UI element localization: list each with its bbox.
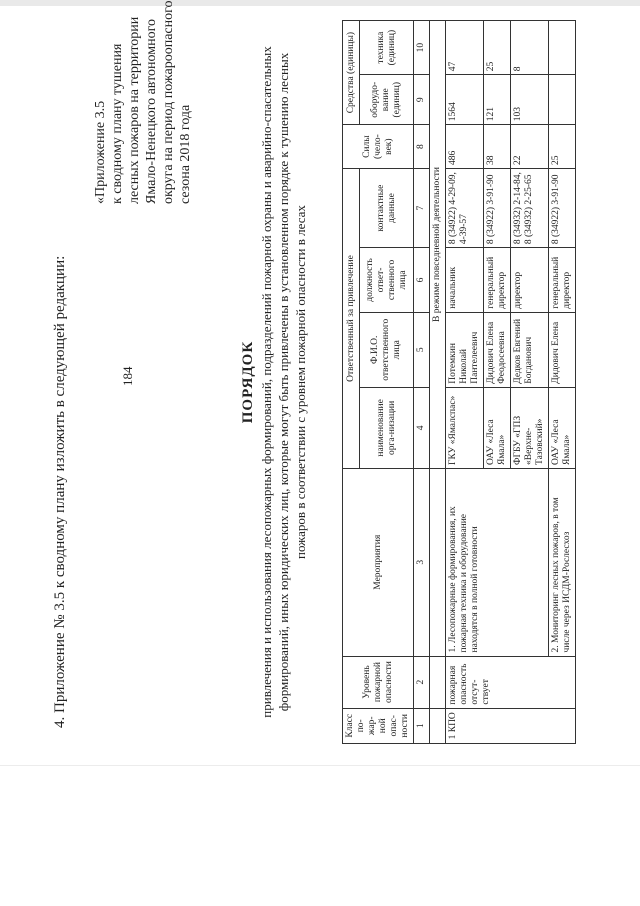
level-cell: пожарная опасность отсут-ствует <box>446 656 576 708</box>
header-measures: Мероприятия <box>343 469 414 657</box>
section-title: В режиме повседневной деятельности <box>430 21 446 469</box>
appendix-line: лесных пожаров на территории <box>127 16 142 204</box>
machinery-cell: 8 <box>511 21 549 75</box>
column-number: 2 <box>414 656 430 708</box>
header-machinery: техника (единиц) <box>360 21 414 75</box>
scan-blank-area <box>0 765 640 906</box>
fio-cell: Дидович Елена Феодосеевна <box>484 312 511 387</box>
column-number: 5 <box>414 312 430 387</box>
position-cell: генеральный директор <box>484 248 511 313</box>
forces-cell: 25 <box>549 125 576 169</box>
appendix-line: Ямало-Ненецкого автономного <box>144 19 159 204</box>
class-cell: 1 КПО <box>446 708 576 743</box>
equipment-cell <box>549 75 576 125</box>
position-cell: генеральный директор <box>549 248 576 313</box>
fio-cell: Потемкин Николай Пантелеевич <box>446 312 484 387</box>
forces-cell: 486 <box>446 125 484 169</box>
fio-cell: Дедков Евгений Богданович <box>511 312 549 387</box>
machinery-cell: 25 <box>484 21 511 75</box>
machinery-cell: 47 <box>446 21 484 75</box>
subtitle-line: пожаров в соответствии с уровнем пожарной опасности в лесах <box>293 205 308 559</box>
column-number: 8 <box>414 125 430 169</box>
contacts-cell: 8 (34932) 2-14-84, 8 (34932) 2-25-65 <box>511 169 549 248</box>
table-row <box>549 21 576 744</box>
header-responsible: Ответственный за привлечение <box>343 169 360 469</box>
appendix-line: сезона 2018 года <box>178 104 193 204</box>
appendix-line: к сводному плану тушения <box>110 43 125 204</box>
org-cell: ОАУ «Леса Ямала» <box>484 387 511 468</box>
section-row <box>430 21 446 744</box>
position-cell: начальник <box>446 248 484 313</box>
column-number: 3 <box>414 469 430 657</box>
equipment-cell: 121 <box>484 75 511 125</box>
appendix-line: округа на период пожароопасного <box>161 0 176 204</box>
column-number: 10 <box>414 21 430 75</box>
fio-cell: Дидович Елена <box>549 312 576 387</box>
forces-table <box>342 20 576 744</box>
forces-cell: 22 <box>511 125 549 169</box>
position-cell: директор <box>511 248 549 313</box>
page-number: 184 <box>120 366 135 386</box>
intro-text: 4. Приложение № 3.5 к сводному плану изложить в следующей редакции: <box>52 255 68 728</box>
column-number: 9 <box>414 75 430 125</box>
header-means: Средства (единицы) <box>343 21 360 125</box>
contacts-cell: 8 (34922) 3-91-90 <box>484 169 511 248</box>
header-position: должность ответ-ственного лица <box>360 248 414 313</box>
contacts-cell: 8 (34922) 4-29-09, 4-39-57 <box>446 169 484 248</box>
subtitle-line: формирований, иных юридических лиц, которые могут быть привлечены в установленном порядке к тушению лесных <box>276 52 291 712</box>
header-fio: Ф.И.О. ответственного лица <box>360 312 414 387</box>
column-number: 4 <box>414 387 430 468</box>
header-equipment: оборудо-вание (единиц) <box>360 75 414 125</box>
column-numbers-row <box>414 21 430 744</box>
column-number: 1 <box>414 708 430 743</box>
document-subtitle <box>258 24 309 740</box>
subtitle-line: привлечения и использования лесопожарных формирований, подразделений пожарной охраны и аварийно-спасательных <box>259 46 274 718</box>
equipment-cell: 103 <box>511 75 549 125</box>
forces-cell: 38 <box>484 125 511 169</box>
header-class: Класс по-жар-ной опас-ности <box>343 708 414 743</box>
header-org: наименование орга-низации <box>360 387 414 468</box>
appendix-header <box>92 0 194 204</box>
contacts-cell: 8 (34922) 3-91-90 <box>549 169 576 248</box>
header-contacts: контактные данные <box>360 169 414 248</box>
document-sheet <box>12 0 622 752</box>
column-number: 6 <box>414 248 430 313</box>
header-level: Уровень пожарной опасности <box>343 656 414 708</box>
measure-cell: 2. Мониторинг лесных пожаров, в том числе через ИСДМ-Рослесхоз <box>549 469 576 657</box>
document-title: ПОРЯДОК <box>240 340 256 424</box>
column-number: 7 <box>414 169 430 248</box>
org-cell: ФГБУ «ГПЗ «Верхне-Тазовский» <box>511 387 549 468</box>
appendix-line: «Приложение 3.5 <box>93 100 108 204</box>
measure-cell: 1. Лесопожарные формирования, их пожарная техника и оборудование находятся в полной готовности <box>446 469 549 657</box>
table-row <box>446 21 484 744</box>
machinery-cell <box>549 21 576 75</box>
org-cell: ОАУ «Леса Ямала» <box>549 387 576 468</box>
equipment-cell: 1564 <box>446 75 484 125</box>
org-cell: ГКУ «Ямалспас» <box>446 387 484 468</box>
header-forces: Силы (чело-век) <box>343 125 414 169</box>
